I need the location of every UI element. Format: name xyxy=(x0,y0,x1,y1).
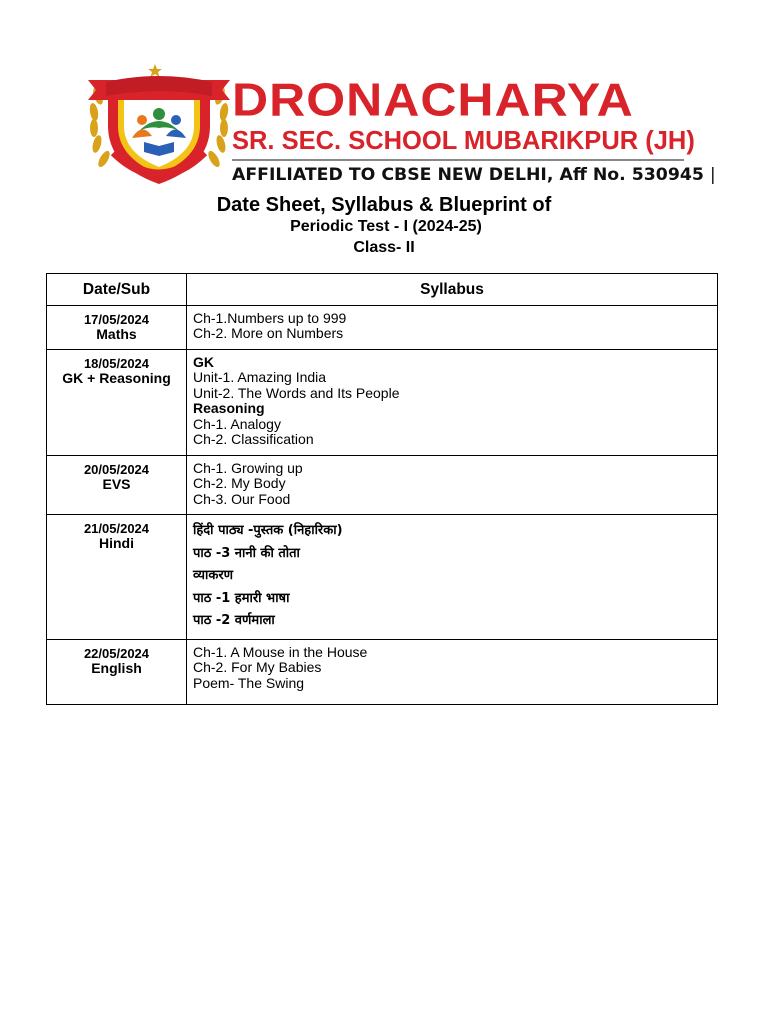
column-header-date-sub: Date/Sub xyxy=(47,274,187,306)
exam-subject: English xyxy=(91,660,142,676)
table-row xyxy=(47,456,718,515)
exam-name: Periodic Test - I (2024-25) xyxy=(290,218,482,235)
letterhead xyxy=(84,56,716,190)
syllabus-cell xyxy=(187,306,718,350)
syllabus-cell xyxy=(187,515,718,640)
syllabus-item: Reasoning xyxy=(193,400,265,417)
syllabus-item: Ch-1. Growing up xyxy=(193,460,303,476)
divider xyxy=(232,159,684,161)
exam-date: 21/05/2024 xyxy=(83,521,150,536)
date-subject-cell xyxy=(47,350,187,456)
star-icon xyxy=(148,64,162,77)
syllabus-item: Ch-1. A Mouse in the House xyxy=(193,644,368,660)
syllabus-cell xyxy=(187,456,718,515)
exam-date: 20/05/2024 xyxy=(83,462,150,477)
syllabus-item: पाठ -1 हमारी भाषा xyxy=(193,590,290,606)
syllabus-item: Ch-2. For My Babies xyxy=(193,659,322,676)
table-row xyxy=(47,350,718,456)
date-subject-cell xyxy=(47,640,187,705)
syllabus-item: व्याकरण xyxy=(193,568,234,583)
syllabus-cell xyxy=(187,350,718,456)
syllabus-item: पाठ -2 वर्णमाला xyxy=(193,613,275,628)
affiliation-line xyxy=(232,162,716,188)
syllabus-item: Ch-1. Analogy xyxy=(193,415,281,432)
syllabus-cell xyxy=(187,640,718,705)
school-crest-logo xyxy=(84,56,234,190)
table-header-row xyxy=(47,274,718,306)
exam-subject: EVS xyxy=(102,476,131,492)
exam-subject: Maths xyxy=(96,326,137,342)
exam-subject: Hindi xyxy=(99,535,134,551)
table-row xyxy=(47,306,718,350)
syllabus-item: Ch-2. My Body xyxy=(193,475,286,492)
date-subject-cell xyxy=(47,515,187,640)
syllabus-item: Ch-3. Our Food xyxy=(193,490,291,507)
affiliation-bar: | xyxy=(709,165,716,185)
school-subtitle: SR. SEC. SCHOOL MUBARIKPUR (JH) xyxy=(232,127,695,155)
table-row xyxy=(47,515,718,640)
syllabus-item: पाठ -3 नानी की तोता xyxy=(193,545,300,561)
exam-date: 17/05/2024 xyxy=(83,312,150,327)
date-subject-cell xyxy=(47,456,187,515)
syllabus-item: Ch-2. Classification xyxy=(193,431,314,448)
table-row xyxy=(47,640,718,705)
exam-date: 18/05/2024 xyxy=(83,356,150,371)
school-brand xyxy=(232,74,716,188)
column-header-syllabus: Syllabus xyxy=(187,274,718,306)
table-body xyxy=(47,306,718,705)
date-subject-cell xyxy=(47,306,187,350)
exam-subject: GK + Reasoning xyxy=(62,370,171,386)
document-title: Date Sheet, Syllabus & Blueprint of xyxy=(216,194,552,216)
syllabus-item: हिंदी पाठ्य -पुस्तक (निहारिका) xyxy=(193,523,343,538)
affiliation-text: AFFILIATED TO CBSE NEW DELHI, Aff No. 530945 xyxy=(232,165,704,185)
exam-date: 22/05/2024 xyxy=(83,646,150,661)
syllabus-item: Unit-1. Amazing India xyxy=(193,369,327,386)
syllabus-item: GK xyxy=(193,354,214,370)
syllabus-item: Ch-2. More on Numbers xyxy=(193,325,344,342)
date-sheet-table xyxy=(46,273,718,705)
class-name: Class- II xyxy=(353,239,415,256)
syllabus-item: Poem- The Swing xyxy=(193,674,305,691)
syllabus-item: Unit-2. The Words and Its People xyxy=(193,384,400,401)
syllabus-item: Ch-1.Numbers up to 999 xyxy=(193,310,347,326)
school-name: DRONACHARYA xyxy=(232,74,634,126)
